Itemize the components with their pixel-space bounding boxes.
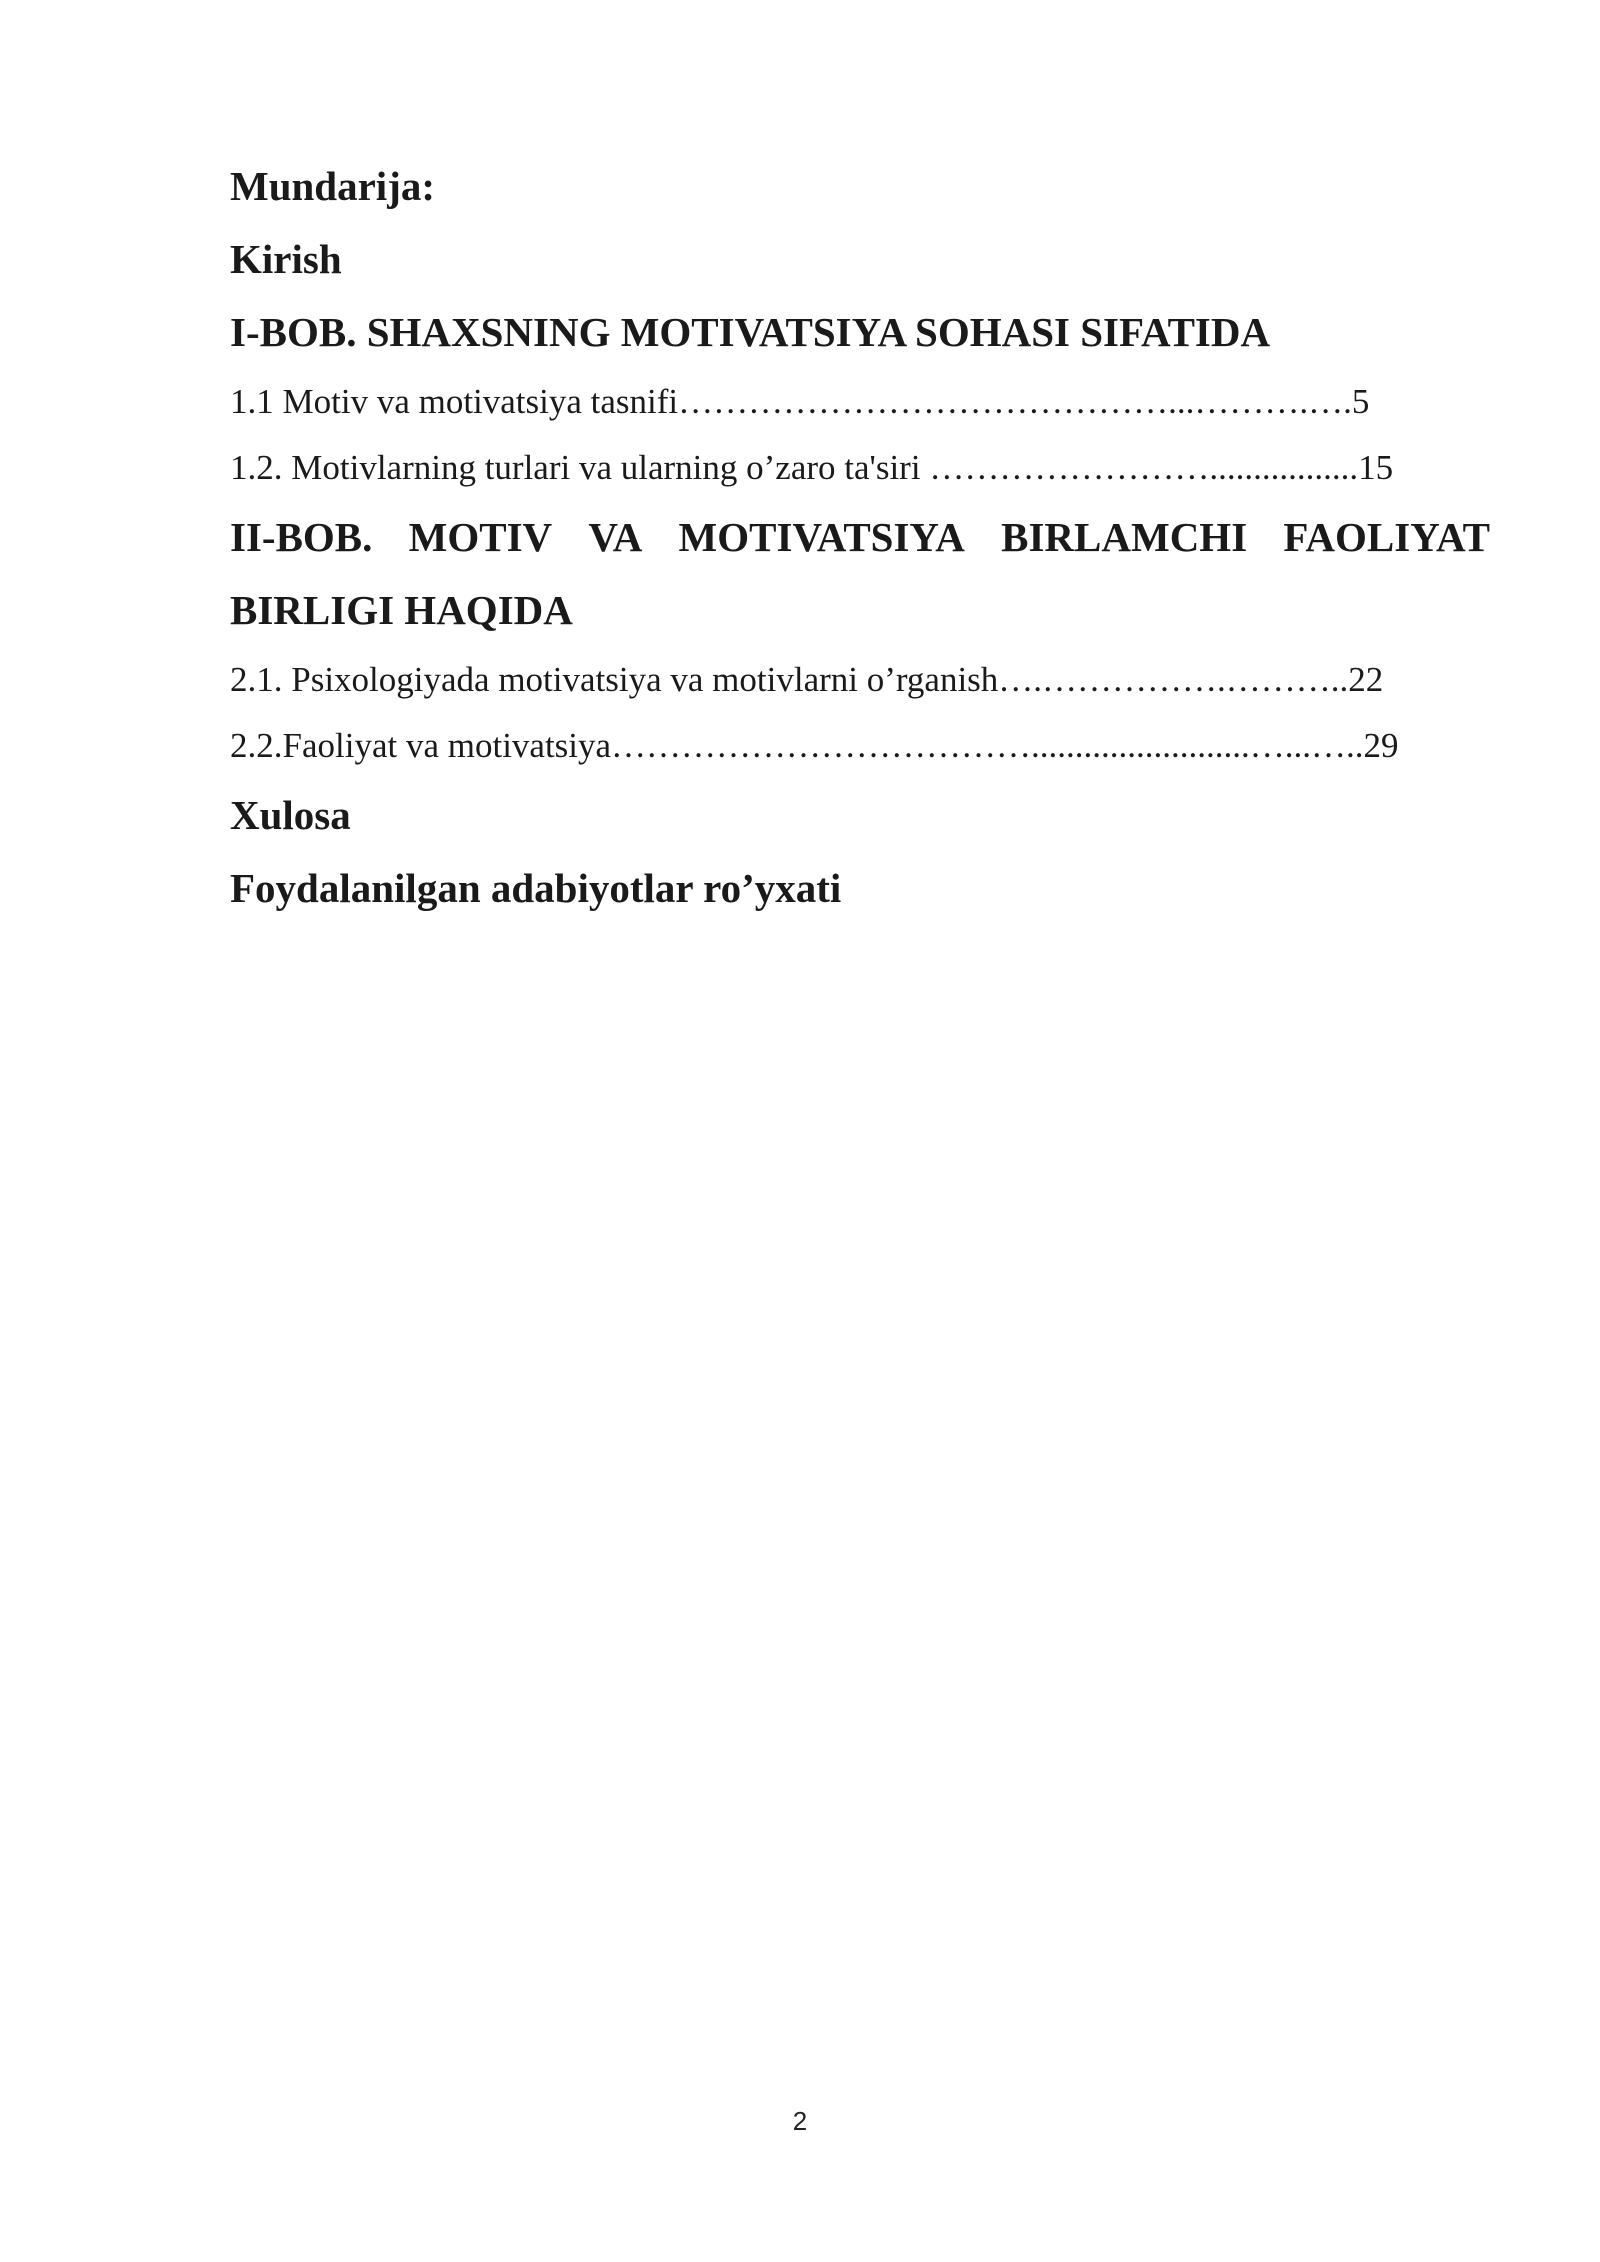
toc-entry-1-2: 1.2. Motivlarning turlari va ularning o’zaro ta'siri …………………….................15 xyxy=(230,448,1394,487)
toc-intro: Kirish xyxy=(230,236,342,282)
chapter-2-heading-word: VA xyxy=(588,514,643,560)
chapter-2-heading-line-2: BIRLIGI HAQIDA xyxy=(230,587,573,633)
chapter-2-heading-word: MOTIVATSIYA xyxy=(678,514,965,560)
toc-references: Foydalanilgan adabiyotlar ro’yxati xyxy=(230,865,842,911)
chapter-2-heading-word: BIRLAMCHI xyxy=(1001,514,1248,560)
table-of-contents xyxy=(230,150,1490,925)
toc-entry-1-1: 1.1 Motiv va motivatsiya tasnifi……………………………………...……….….5 xyxy=(230,382,1370,421)
chapter-2-heading-word: MOTIV xyxy=(408,514,553,560)
toc-conclusion: Xulosa xyxy=(230,792,351,838)
page-number: 2 xyxy=(792,2106,808,2136)
chapter-2-heading-word: II-BOB. xyxy=(230,514,373,560)
toc-entry-2-1: 2.1. Psixologiyada motivatsiya va motivlarni o’rganish….…………….………..22 xyxy=(230,660,1384,699)
chapter-1-heading: I-BOB. SHAXSNING MOTIVATSIYA SOHASI SIFATIDA xyxy=(230,309,1271,355)
chapter-2-heading-line-1 xyxy=(230,501,1490,574)
toc-entry-2-2: 2.2.Faoliyat va motivatsiya……………………………….........................…...…..29 xyxy=(230,726,1399,765)
chapter-2-heading-word: FAOLIYAT xyxy=(1283,514,1490,560)
toc-title: Mundarija: xyxy=(230,163,435,209)
